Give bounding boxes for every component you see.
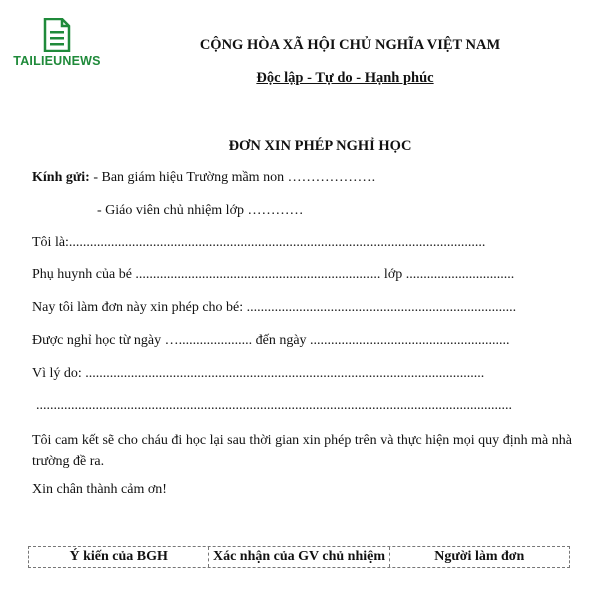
logo-text: TAILIEUNEWS (13, 54, 101, 68)
commitment-paragraph: Tôi cam kết sẽ cho cháu đi học lại sau thời gian xin phép trên và thực hiện mọi quy định mà nhà trường đề ra. (32, 433, 572, 469)
kinh-gui-line-1 (32, 170, 375, 186)
kinh-gui-recipient-1: - Ban giám hiệu Trường mầm non ………………. (89, 170, 376, 185)
signature-bgh: Ý kiến của BGH (29, 547, 209, 567)
signature-applicant: Người làm đơn (434, 549, 525, 564)
vi-ly-do-field: Vì lý do: .................................................................................................................. (32, 366, 485, 381)
signature-teacher: Xác nhận của GV chủ nhiệm (209, 547, 389, 567)
toi-la-field: Tôi là:....................................................................................................................... (32, 235, 486, 250)
nay-toi-field: Nay tôi làm đơn này xin phép cho bé: ............................................................................. (32, 300, 517, 315)
duoc-nghi-field: Được nghỉ học từ ngày …..................... đến ngày ......................................................... (32, 333, 510, 348)
nation-heading: CỘNG HÒA XÃ HỘI CHỦ NGHĨA VIỆT NAM (199, 37, 501, 53)
reason-continuation-field: ........................................................................................................................................ (36, 398, 512, 413)
kinh-gui-recipient-2: - Giáo viên chủ nhiệm lớp ………… (97, 203, 304, 218)
phu-huynh-field: Phụ huynh của bé ...................................................................... lớp ............................... (32, 267, 515, 282)
nation-motto: Độc lập - Tự do - Hạnh phúc (256, 70, 434, 86)
kinh-gui-label: Kính gửi: (32, 170, 90, 185)
document-title: ĐƠN XIN PHÉP NGHỈ HỌC (228, 138, 412, 154)
thanks-line: Xin chân thành cảm ơn! (32, 482, 167, 497)
signature-table (28, 546, 570, 568)
